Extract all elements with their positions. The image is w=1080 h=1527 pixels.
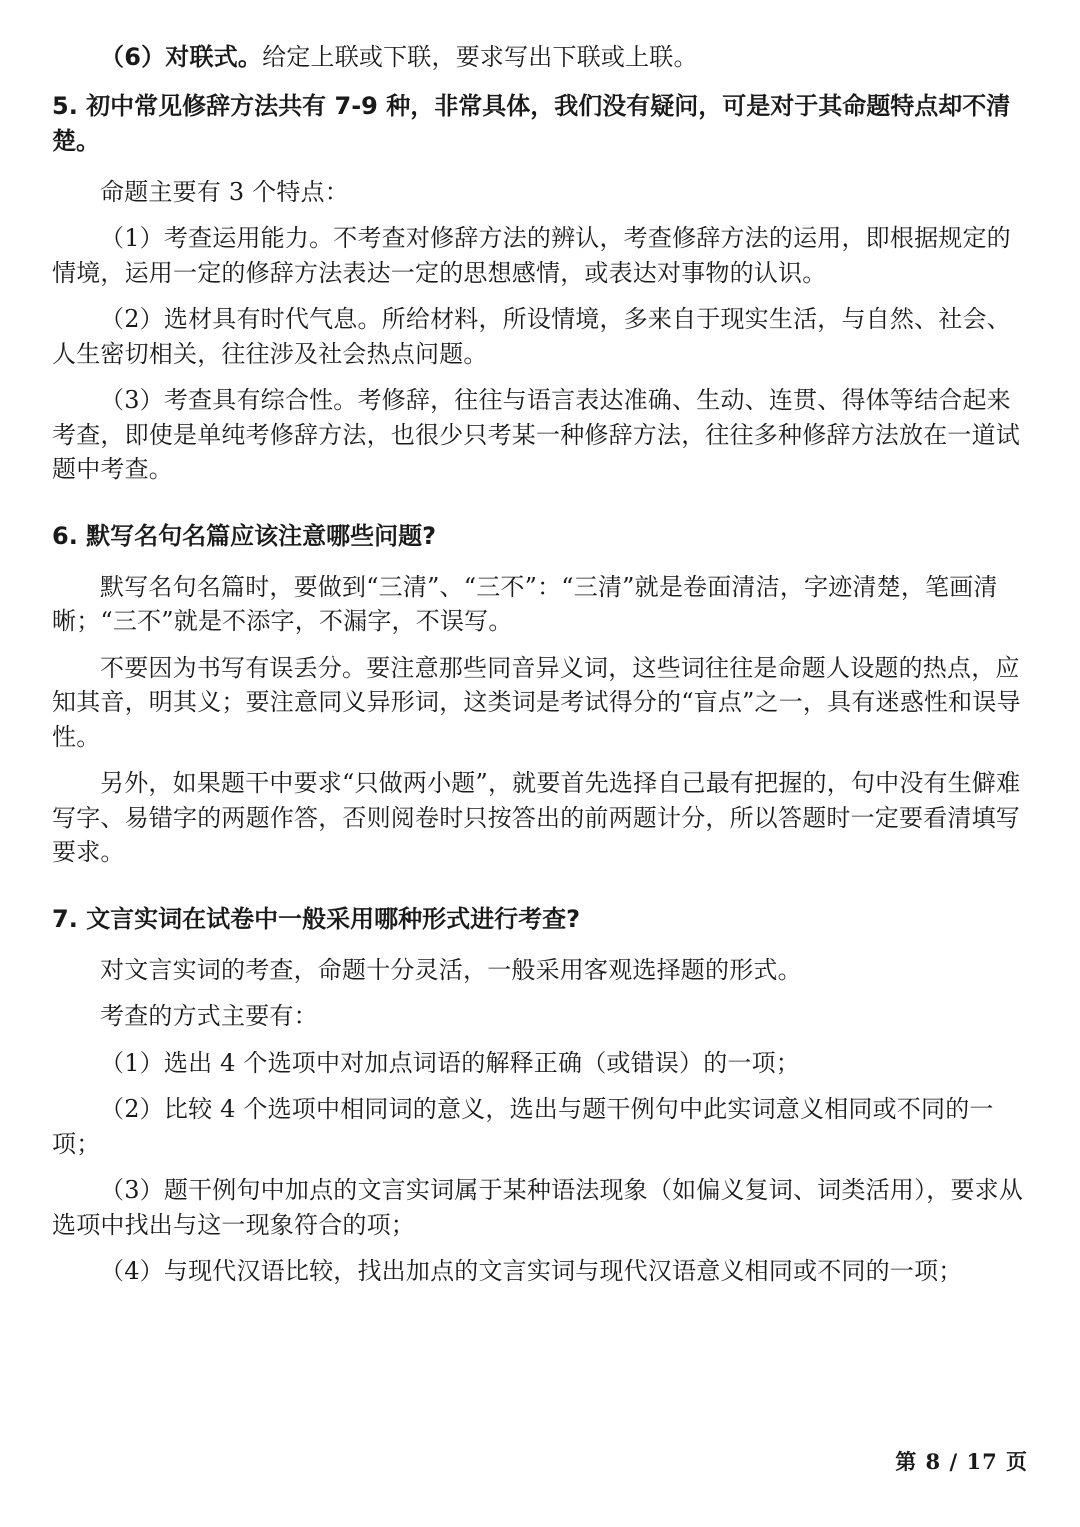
paragraph: （3）考查具有综合性。考修辞，往往与语言表达准确、生动、连贯、得体等结合起来考查，即使是单纯考修辞方法，也很少只考某一种修辞方法，往往多种修辞方法放在一道试题中考查。 xyxy=(52,386,1020,483)
section-6 xyxy=(52,519,1032,870)
paragraph: （2）比较 4 个选项中相同词的意义，选出与题干例句中此实词意义相同或不同的一项； xyxy=(52,1095,994,1158)
paragraph: （1）考查运用能力。不考查对修辞方法的辨认，考查修辞方法的运用，即根据规定的情境，运用一定的修辞方法表达一定的思想感情，或表达对事物的认识。 xyxy=(52,224,1011,287)
page-number: 第 8 / 17 页 xyxy=(895,1449,1028,1474)
paragraph: 不要因为书写有误丢分。要注意那些同音异义词，这些词往往是命题人设题的热点，应知其音，明其义；要注意同义异形词，这类词是考试得分的“盲点”之一，具有迷惑性和误导性。 xyxy=(52,653,1021,751)
paragraph: （3）题干例句中加点的文言实词属于某种语法现象（如偏义复词、词类活用），要求从选项中找出与这一现象符合的项； xyxy=(52,1176,1024,1239)
intro-item xyxy=(52,40,1032,75)
section-heading: 6. 默写名句名篇应该注意哪些问题? xyxy=(52,521,437,550)
section-5 xyxy=(52,89,1032,487)
intro-item-label: （6）对联式。 xyxy=(100,43,263,71)
paragraph: （1）选出 4 个选项中对加点词语的解释正确（或错误）的一项； xyxy=(100,1048,800,1077)
paragraph: 默写名句名篇时，要做到“三清”、“三不”：“三清”就是卷面清洁，字迹清楚，笔画清晰；“三不”就是不添字，不漏字，不误写。 xyxy=(52,572,998,635)
paragraph: （4）与现代汉语比较，找出加点的文言实词与现代汉语意义相同或不同的一项； xyxy=(100,1257,963,1285)
paragraph: （2）选材具有时代气息。所给材料，所设情境，多来自于现实生活，与自然、社会、人生密切相关，往往涉及社会热点问题。 xyxy=(52,305,1011,368)
paragraph: 考查的方式主要有： xyxy=(100,1002,318,1030)
document-page xyxy=(52,40,1032,1301)
paragraph: 另外，如果题干中要求“只做两小题”，就要首先选择自己最有把握的，句中没有生僻难写字、易错字的两题作答，否则阅卷时只按答出的前两题计分，所以答题时一定要看清填写要求。 xyxy=(52,769,1021,866)
section-heading: 5. 初中常见修辞方法共有 7-9 种，非常具体，我们没有疑问，可是对于其命题特点却不清楚。 xyxy=(52,91,1011,155)
section-heading: 7. 文言实词在试卷中一般采用哪种形式进行考查? xyxy=(52,904,581,933)
section-7 xyxy=(52,902,1032,1289)
paragraph: 命题主要有 3 个特点： xyxy=(100,177,349,206)
intro-item-text: 给定上联或下联，要求写出下联或上联。 xyxy=(262,43,698,71)
paragraph: 对文言实词的考查，命题十分灵活，一般采用客观选择题的形式。 xyxy=(100,955,802,984)
